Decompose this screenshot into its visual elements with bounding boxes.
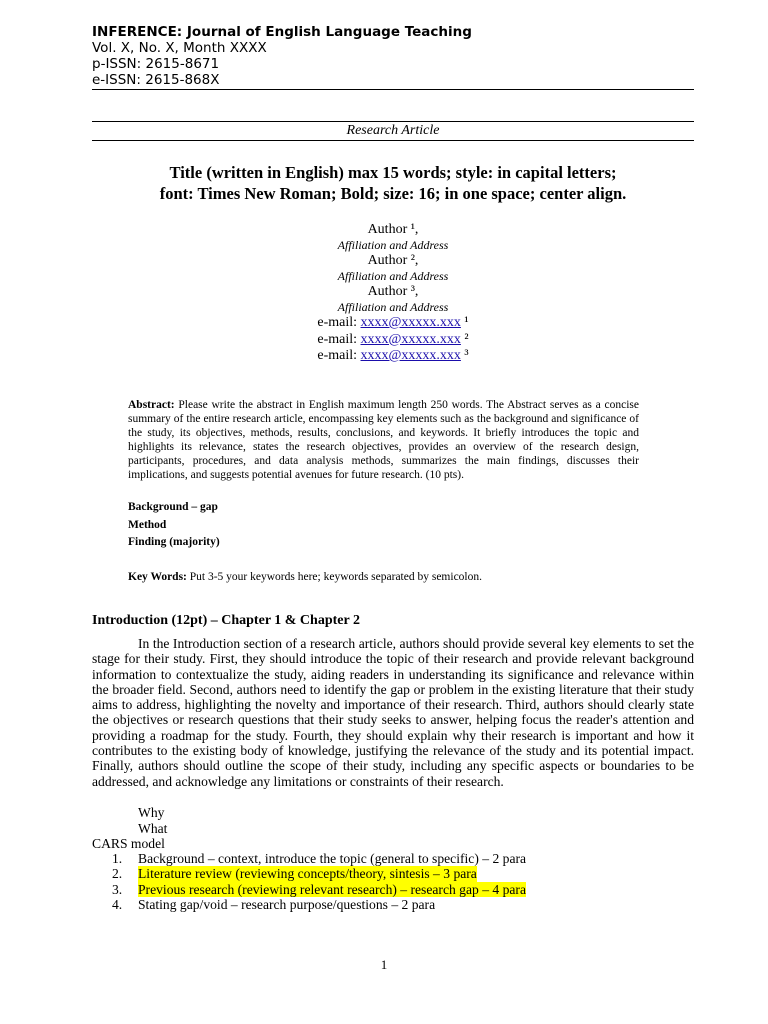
abstract-item: Method (128, 518, 167, 531)
list-number: 3. (112, 881, 123, 897)
list-item (112, 866, 526, 881)
author-email (92, 348, 694, 365)
paper-title-line-1: Title (written in English) max 15 words; style: in capital letters; (169, 163, 617, 182)
email-superscript: ² (460, 331, 469, 347)
page-number: 1 (380, 957, 388, 972)
list-item (112, 851, 526, 866)
email-label: e-mail: (317, 348, 361, 363)
abstract-items (128, 499, 220, 552)
email-link[interactable]: xxxx@xxxxx.xxx (360, 348, 461, 363)
list-number: 4. (112, 896, 123, 912)
email-link[interactable]: xxxx@xxxxx.xxx (360, 331, 461, 347)
note-why: Why (138, 805, 165, 820)
author-name: Author ², (367, 253, 419, 268)
abstract-label: Abstract: (128, 399, 175, 411)
p-issn: p-ISSN: 2615-8671 (92, 56, 220, 72)
e-issn: e-ISSN: 2615-868X (92, 72, 220, 88)
author-name: Author ¹, (367, 222, 419, 237)
header-divider (92, 89, 694, 90)
author-affiliation: Affiliation and Address (337, 300, 449, 314)
keywords-text: Put 3-5 your keywords here; keywords separated by semicolon. (186, 571, 482, 583)
email-label: e-mail: (317, 315, 361, 330)
email-label: e-mail: (317, 331, 361, 347)
journal-header (92, 24, 694, 88)
author-block (92, 222, 694, 365)
list-item (112, 897, 526, 912)
paper-title (92, 162, 694, 204)
list-number: 2. (112, 866, 123, 882)
email-superscript: ¹ (460, 315, 469, 330)
abstract-item: Finding (majority) (128, 536, 220, 548)
cars-list (112, 851, 526, 912)
article-type-bottom-rule (92, 140, 694, 141)
list-text: Stating gap/void – research purpose/questions – 2 para (138, 896, 436, 912)
abstract (128, 398, 639, 482)
list-text: Background – context, introduce the topic (general to specific) – 2 para (138, 851, 527, 866)
keywords (128, 570, 482, 584)
cars-model-label: CARS model (92, 836, 165, 851)
keywords-label: Key Words: (128, 571, 187, 583)
abstract-text: Please write the abstract in English maximum length 250 words. The Abstract serves as a concise summary of the entire research article, encompassing key elements such as the background and significance of the study, its objectives, methods, results, conclusions, and keywords. It briefly introduces the topic and highlights its relevance, states the research objectives, provides an overview of the research design, participants, procedures, and data analysis methods, summarizes the main findings, discusses their implications, and suggests potential avenues for future research. (10 pts). (128, 399, 639, 481)
journal-title: INFERENCE: Journal of English Language Teaching (92, 24, 472, 40)
introduction-heading: Introduction (12pt) – Chapter 1 & Chapter 2 (92, 613, 360, 628)
journal-volume: Vol. X, No. X, Month XXXX (92, 40, 267, 56)
author-email (92, 315, 694, 332)
author-name: Author ³, (367, 284, 419, 299)
list-number: 1. (112, 851, 123, 866)
author-affiliation: Affiliation and Address (337, 238, 449, 252)
email-superscript: ³ (460, 348, 469, 363)
abstract-item: Background – gap (128, 501, 218, 513)
list-text-highlighted: Previous research (reviewing relevant research) – research gap – 4 para (138, 881, 526, 897)
author-affiliation: Affiliation and Address (337, 269, 449, 283)
author-email (92, 332, 694, 349)
email-link[interactable]: xxxx@xxxxx.xxx (360, 315, 461, 330)
note-what: What (138, 821, 168, 836)
list-text-highlighted: Literature review (reviewing concepts/theory, sintesis – 3 para (138, 866, 477, 882)
introduction-paragraph: In the Introduction section of a research article, authors should provide several key elements to set the stage for their study. First, they should introduce the topic of their research and provide relevant background information to contextualize the study, aiding readers in understanding its significance and relevance within the broader field. Second, authors need to identify the gap or problem in the existing literature that their study aims to address, highlighting the novelty and importance of their research. Third, authors should clearly state the objectives or research questions that their study seeks to answer, helping focus the reader's attention and providing a roadmap for the study. Fourth, they should explain why their research is important and how it contributes to the existing body of knowledge, justifying the relevance of the study and its potential impact. Finally, authors should outline the scope of their study, including any specific aspects or boundaries to be addressed, and acknowledge any limitations or constraints of their research. (92, 636, 694, 789)
paper-title-line-2: font: Times New Roman; Bold; size: 16; in one space; center align. (159, 184, 627, 203)
article-type: Research Article (346, 123, 440, 138)
list-item (112, 882, 526, 897)
